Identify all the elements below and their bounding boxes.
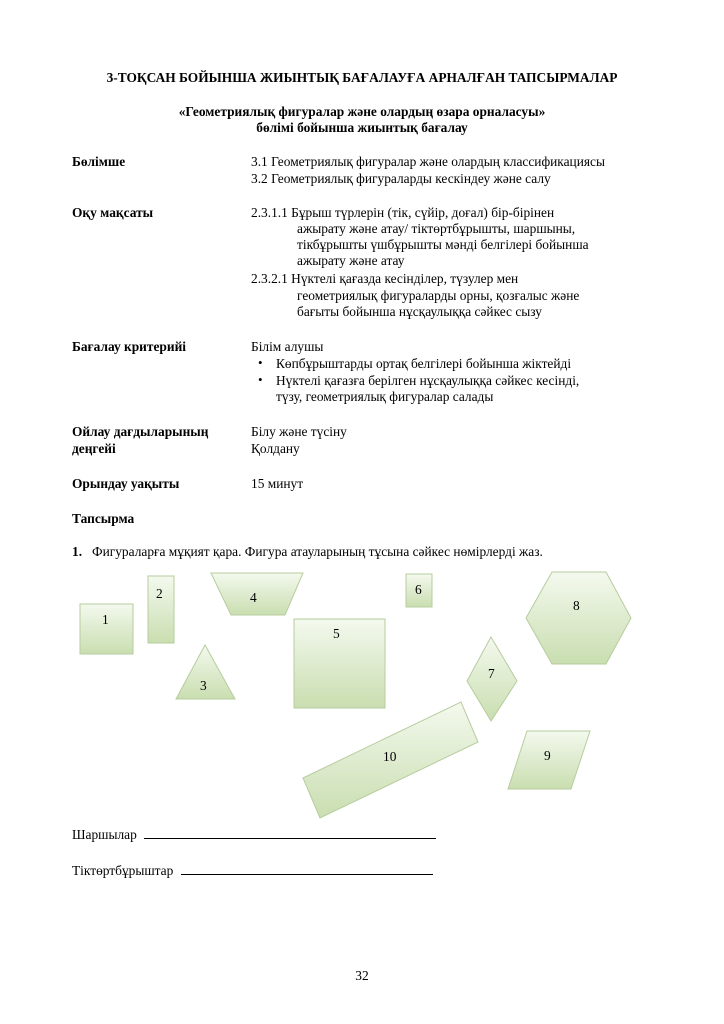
criteria-bullet-1: • Көпбұрыштарды ортақ белгілері бойынша жіктейді xyxy=(276,356,571,372)
shape-label-5: 5 xyxy=(333,626,340,641)
shape-4-trapezoid xyxy=(211,573,303,615)
criteria-bullet-2: • Нүктелі қағазға берілген нұсқаулыққа сәйкес кесінді, xyxy=(276,373,579,389)
page-number: 32 xyxy=(355,968,369,983)
answer-squares xyxy=(72,826,436,843)
shape-label-9: 9 xyxy=(544,748,551,763)
page-title: 3-ТОҚСАН БОЙЫНША ЖИЫНТЫҚ БАҒАЛАУҒА АРНАЛҒАН ТАПСЫРМАЛАР xyxy=(106,70,618,85)
thinking-label-2: деңгейі xyxy=(72,441,116,456)
objective-line-3: тікбұрышты үшбұрышты мәнді белгілері бойынша xyxy=(297,237,589,252)
shape-label-1: 1 xyxy=(102,612,109,627)
thinking-level-1: Білу және түсіну xyxy=(251,424,347,439)
task-instruction: Фигураларға мұқият қара. Фигура атауларының тұсына сәйкес нөмірлерді жаз. xyxy=(92,544,543,559)
shape-label-8: 8 xyxy=(573,598,580,613)
objective-line-4: ажырату және атау xyxy=(297,253,405,268)
answer-squares-label: Шаршылар xyxy=(72,827,137,842)
task-number: 1. xyxy=(72,544,83,559)
criteria-label: Бағалау критерийі xyxy=(72,339,187,354)
thinking-level-2: Қолдану xyxy=(251,441,300,456)
objective-line-5: 2.3.2.1 Нүктелі қағазда кесінділер, түзулер мен xyxy=(251,271,519,286)
task-heading: Тапсырма xyxy=(72,511,135,526)
time-label: Орындау уақыты xyxy=(72,476,180,491)
shape-label-3: 3 xyxy=(200,678,207,693)
thinking-label-1: Ойлау дағдыларының xyxy=(72,424,209,439)
shape-label-2: 2 xyxy=(156,586,163,601)
answer-rects-line[interactable] xyxy=(181,862,433,875)
time-value: 15 минут xyxy=(251,476,304,491)
shape-label-4: 4 xyxy=(250,590,257,605)
section-line-2: 3.2 Геометриялық фигураларды кескіндеу және салу xyxy=(251,171,551,186)
criteria-bullet-2-cont: түзу, геометриялық фигуралар салады xyxy=(276,389,494,404)
answer-rectangles xyxy=(72,862,433,879)
section-line-1: 3.1 Геометриялық фигуралар және олардың классификациясы xyxy=(251,154,605,169)
shape-label-7: 7 xyxy=(488,666,495,681)
shape-8-hexagon xyxy=(526,572,631,664)
objective-line-6: геометриялық фигураларды орны, қозғалыс және xyxy=(297,288,580,303)
answer-rects-label: Тіктөртбұрыштар xyxy=(72,863,174,878)
objective-line-2: ажырату және атау/ тіктөртбұрышты, шаршыны, xyxy=(297,221,576,236)
objectives-label: Оқу мақсаты xyxy=(72,205,154,220)
subtitle-assessment: бөлімі бойынша жиынтық бағалау xyxy=(256,120,468,135)
objective-line-7: бағыты бойынша нұсқаулыққа сәйкес сызу xyxy=(297,304,542,319)
criteria-intro: Білім алушы xyxy=(251,339,324,354)
section-label: Бөлімше xyxy=(72,154,126,169)
shape-label-6: 6 xyxy=(415,582,422,597)
shape-label-10: 10 xyxy=(383,749,397,764)
answer-squares-line[interactable] xyxy=(144,826,436,839)
subtitle-topic: «Геометриялық фигуралар және олардың өзара орналасуы» xyxy=(178,104,546,119)
objective-line-1: 2.3.1.1 Бұрыш түрлерін (тік, сүйір, доғал) бір-бірінен xyxy=(251,205,555,220)
